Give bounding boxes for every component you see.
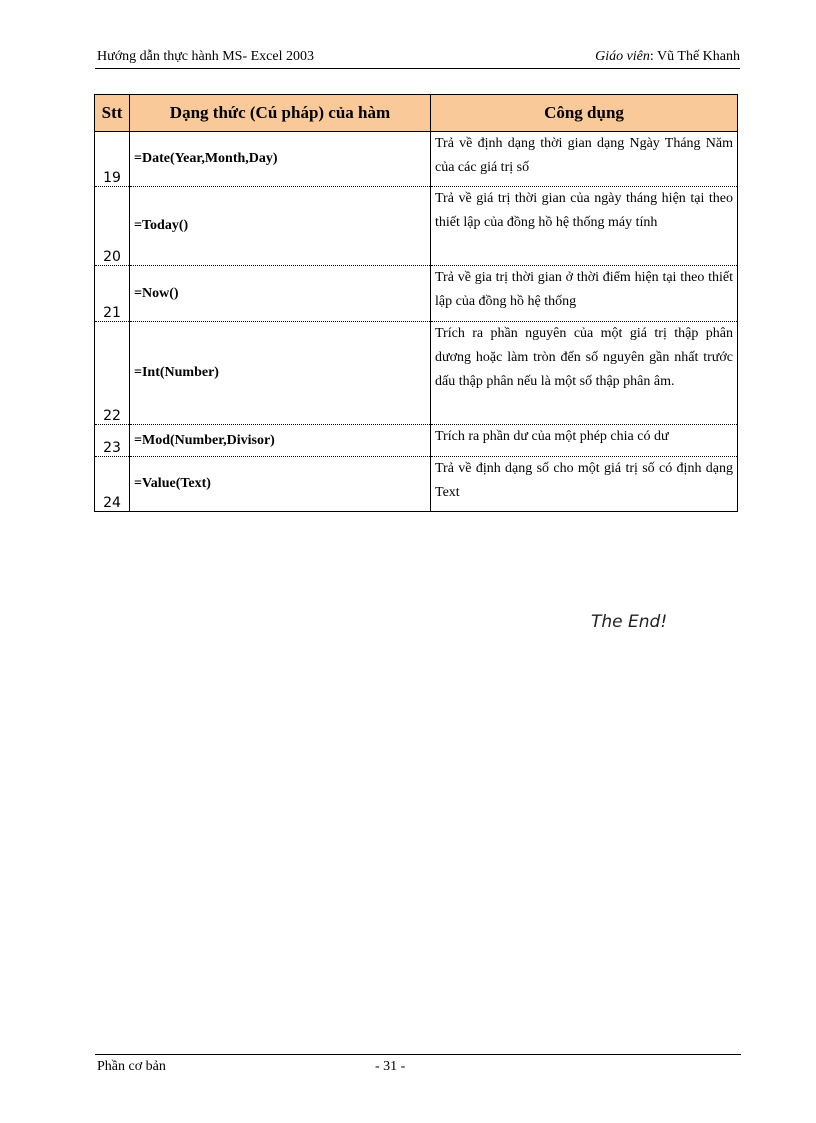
row-usage: Trả về gia trị thời gian ở thời điểm hiện tại theo thiết lập của đồng hồ hệ thống bbox=[431, 266, 738, 322]
footer-section: Phần cơ bản bbox=[97, 1059, 166, 1074]
row-stt: 19 bbox=[95, 132, 130, 187]
row-usage: Trích ra phần dư của một phép chia có dư bbox=[431, 425, 738, 457]
header-teacher-label: Giáo viên bbox=[595, 49, 650, 64]
table-row bbox=[95, 425, 738, 457]
row-stt: 24 bbox=[95, 457, 130, 512]
page-header bbox=[95, 49, 740, 69]
row-syntax: =Int(Number) bbox=[130, 322, 431, 425]
page-footer bbox=[95, 1054, 741, 1079]
page-number: - 31 - bbox=[375, 1059, 406, 1074]
table-row bbox=[95, 457, 738, 512]
table-row bbox=[95, 266, 738, 322]
column-header-usage: Công dụng bbox=[431, 95, 738, 132]
table-header-row bbox=[95, 95, 738, 132]
table-row bbox=[95, 322, 738, 425]
column-header-syntax: Dạng thức (Cú pháp) của hàm bbox=[130, 95, 431, 132]
table-row bbox=[95, 132, 738, 187]
column-header-stt: Stt bbox=[95, 95, 130, 132]
row-stt: 23 bbox=[95, 425, 130, 457]
table-row bbox=[95, 187, 738, 266]
row-usage: Trích ra phần nguyên của một giá trị thập phân dương hoặc làm tròn đến số nguyên gần nhất trước dấu thập phân nếu là một số thập phân âm. bbox=[431, 322, 738, 425]
row-syntax: =Mod(Number,Divisor) bbox=[130, 425, 431, 457]
row-usage: Trả về định dạng số cho một giá trị số có định dạng Text bbox=[431, 457, 738, 512]
row-syntax: =Now() bbox=[130, 266, 431, 322]
closing-text: The End! bbox=[591, 612, 668, 632]
row-stt: 21 bbox=[95, 266, 130, 322]
row-syntax: =Date(Year,Month,Day) bbox=[130, 132, 431, 187]
row-stt: 22 bbox=[95, 322, 130, 425]
header-teacher bbox=[595, 49, 740, 65]
row-usage: Trả về giá trị thời gian của ngày tháng hiện tại theo thiết lập của đồng hồ hệ thống máy tính bbox=[431, 187, 738, 266]
row-usage: Trả về định dạng thời gian dạng Ngày Tháng Năm của các giá trị số bbox=[431, 132, 738, 187]
header-title: Hướng dẫn thực hành MS- Excel 2003 bbox=[97, 49, 314, 64]
header-teacher-name: : Vũ Thế Khanh bbox=[649, 49, 740, 64]
row-stt: 20 bbox=[95, 187, 130, 266]
function-table bbox=[94, 94, 738, 512]
row-syntax: =Value(Text) bbox=[130, 457, 431, 512]
row-syntax: =Today() bbox=[130, 187, 431, 266]
